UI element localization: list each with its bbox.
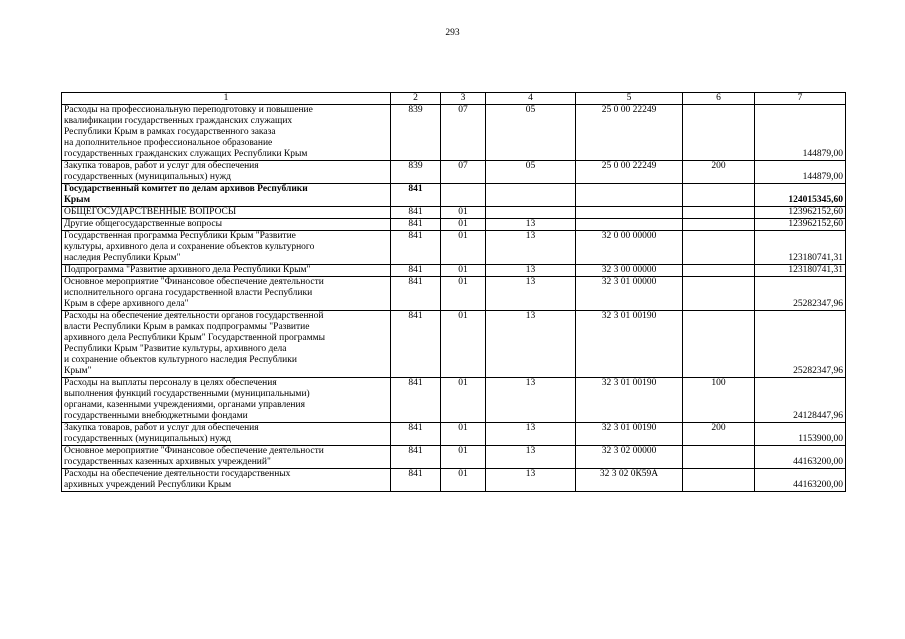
row-name-line: Основное мероприятие "Финансовое обеспечение деятельности bbox=[64, 277, 324, 287]
column-header: 4 bbox=[486, 93, 576, 105]
cell-ministry-code: 841 bbox=[391, 277, 441, 311]
row-name-line: и сохранение объектов культурного наследия Республики bbox=[64, 355, 297, 365]
cell-amount: 1153900,00 bbox=[755, 423, 846, 446]
table-row bbox=[62, 378, 846, 423]
row-name-line: Подпрограмма "Развитие архивного дела Республики Крым" bbox=[64, 265, 311, 275]
cell-expense-type bbox=[683, 446, 755, 469]
row-name-line: Закупка товаров, работ и услуг для обеспечения bbox=[64, 423, 259, 433]
cell-amount: 123962152,60 bbox=[755, 207, 846, 219]
table-row bbox=[62, 265, 846, 277]
cell-amount: 25282347,96 bbox=[755, 277, 846, 311]
row-name bbox=[62, 219, 391, 231]
cell-ministry-code: 841 bbox=[391, 219, 441, 231]
row-name-line: государственных (муниципальных) нужд bbox=[64, 434, 231, 444]
cell-amount: 123962152,60 bbox=[755, 219, 846, 231]
row-name bbox=[62, 161, 391, 184]
cell-amount: 44163200,00 bbox=[755, 446, 846, 469]
table-row bbox=[62, 231, 846, 265]
table-row bbox=[62, 161, 846, 184]
cell-target-article bbox=[576, 207, 683, 219]
column-header: 6 bbox=[683, 93, 755, 105]
cell-section: 01 bbox=[441, 219, 486, 231]
cell-section: 01 bbox=[441, 265, 486, 277]
row-name-line: Расходы на обеспечение деятельности государственных bbox=[64, 469, 291, 479]
cell-ministry-code: 841 bbox=[391, 469, 441, 492]
table-row bbox=[62, 184, 846, 207]
page-number: 293 bbox=[445, 28, 460, 38]
table-row bbox=[62, 446, 846, 469]
row-name-line: государственных казенных архивных учреждений" bbox=[64, 457, 271, 467]
row-name-line: архивных учреждений Республики Крым bbox=[64, 480, 232, 490]
cell-expense-type bbox=[683, 231, 755, 265]
cell-amount: 123180741,31 bbox=[755, 231, 846, 265]
row-name bbox=[62, 265, 391, 277]
table-row bbox=[62, 423, 846, 446]
cell-ministry-code: 841 bbox=[391, 311, 441, 378]
row-name bbox=[62, 231, 391, 265]
row-name-line: ОБЩЕГОСУДАРСТВЕННЫЕ ВОПРОСЫ bbox=[64, 207, 237, 217]
row-name-line: Государственная программа Республики Крым "Развитие bbox=[64, 231, 296, 241]
row-name-line: органами, казенными учреждениями, органами управления bbox=[64, 400, 305, 410]
row-name-line: квалификации государственных гражданских служащих bbox=[64, 116, 293, 126]
table-row bbox=[62, 311, 846, 378]
cell-ministry-code: 841 bbox=[391, 446, 441, 469]
cell-target-article: 32 3 01 00000 bbox=[576, 277, 683, 311]
cell-target-article bbox=[576, 219, 683, 231]
cell-expense-type bbox=[683, 469, 755, 492]
budget-table bbox=[61, 92, 846, 492]
row-name-line: Основное мероприятие "Финансовое обеспечение деятельности bbox=[64, 446, 324, 456]
cell-section: 01 bbox=[441, 469, 486, 492]
cell-target-article: 32 3 02 0К59А bbox=[576, 469, 683, 492]
row-name-line: государственных гражданских служащих Республики Крым bbox=[64, 149, 308, 159]
cell-section: 01 bbox=[441, 231, 486, 265]
row-name-line: исполнительного органа государственной власти Республики bbox=[64, 288, 313, 298]
cell-target-article: 32 3 01 00190 bbox=[576, 378, 683, 423]
table-row bbox=[62, 105, 846, 161]
cell-section: 01 bbox=[441, 446, 486, 469]
row-name-line: выполнения функций государственными (муниципальными) bbox=[64, 389, 310, 399]
row-name-line: культуры, архивного дела и сохранение объектов культурного bbox=[64, 242, 315, 252]
cell-expense-type bbox=[683, 105, 755, 161]
cell-section: 07 bbox=[441, 161, 486, 184]
cell-subsection: 13 bbox=[486, 469, 576, 492]
cell-amount: 44163200,00 bbox=[755, 469, 846, 492]
row-name-line: Республики Крым "Развитие культуры, архивного дела bbox=[64, 344, 287, 354]
row-name-line: Расходы на обеспечение деятельности органов государственной bbox=[64, 311, 324, 321]
cell-target-article: 32 3 02 00000 bbox=[576, 446, 683, 469]
table-row bbox=[62, 219, 846, 231]
cell-subsection: 13 bbox=[486, 219, 576, 231]
cell-expense-type: 200 bbox=[683, 161, 755, 184]
row-name-line: Крым" bbox=[64, 366, 92, 376]
cell-section: 01 bbox=[441, 378, 486, 423]
cell-expense-type bbox=[683, 277, 755, 311]
column-header: 5 bbox=[576, 93, 683, 105]
cell-expense-type: 200 bbox=[683, 423, 755, 446]
column-header: 2 bbox=[391, 93, 441, 105]
cell-amount: 144879,00 bbox=[755, 105, 846, 161]
row-name-line: наследия Республики Крым" bbox=[64, 253, 181, 263]
cell-expense-type bbox=[683, 311, 755, 378]
cell-target-article: 32 0 00 00000 bbox=[576, 231, 683, 265]
table-row bbox=[62, 469, 846, 492]
row-name-line: Другие общегосударственные вопросы bbox=[64, 219, 222, 229]
cell-expense-type bbox=[683, 207, 755, 219]
cell-expense-type bbox=[683, 184, 755, 207]
row-name-line: Закупка товаров, работ и услуг для обеспечения bbox=[64, 161, 259, 171]
cell-subsection: 13 bbox=[486, 265, 576, 277]
cell-ministry-code: 841 bbox=[391, 231, 441, 265]
cell-subsection: 13 bbox=[486, 446, 576, 469]
cell-subsection: 13 bbox=[486, 277, 576, 311]
cell-expense-type bbox=[683, 265, 755, 277]
cell-ministry-code: 841 bbox=[391, 184, 441, 207]
cell-subsection: 13 bbox=[486, 423, 576, 446]
row-name bbox=[62, 207, 391, 219]
cell-subsection: 13 bbox=[486, 378, 576, 423]
table-row bbox=[62, 277, 846, 311]
cell-section bbox=[441, 184, 486, 207]
table-row bbox=[62, 207, 846, 219]
cell-subsection: 13 bbox=[486, 231, 576, 265]
table-header-row bbox=[62, 93, 846, 105]
row-name bbox=[62, 277, 391, 311]
row-name-line: Республики Крым в рамках государственного заказа bbox=[64, 127, 276, 137]
row-name bbox=[62, 378, 391, 423]
cell-subsection bbox=[486, 184, 576, 207]
cell-target-article: 32 3 01 00190 bbox=[576, 311, 683, 378]
cell-subsection bbox=[486, 207, 576, 219]
row-name-line: архивного дела Республики Крым" Государственной программы bbox=[64, 333, 325, 343]
row-name-line: Расходы на выплаты персоналу в целях обеспечения bbox=[64, 378, 277, 388]
row-name bbox=[62, 469, 391, 492]
cell-section: 01 bbox=[441, 207, 486, 219]
cell-amount: 123180741,31 bbox=[755, 265, 846, 277]
row-name bbox=[62, 105, 391, 161]
cell-ministry-code: 839 bbox=[391, 105, 441, 161]
cell-subsection: 05 bbox=[486, 161, 576, 184]
cell-subsection: 05 bbox=[486, 105, 576, 161]
column-header: 3 bbox=[441, 93, 486, 105]
cell-section: 01 bbox=[441, 423, 486, 446]
column-header: 7 bbox=[755, 93, 846, 105]
row-name-line: на дополнительное профессиональное образование bbox=[64, 138, 273, 148]
row-name bbox=[62, 184, 391, 207]
row-name-line: государственных (муниципальных) нужд bbox=[64, 172, 231, 182]
row-name bbox=[62, 423, 391, 446]
cell-ministry-code: 841 bbox=[391, 207, 441, 219]
cell-target-article: 32 3 01 00190 bbox=[576, 423, 683, 446]
cell-section: 01 bbox=[441, 311, 486, 378]
budget-table-body bbox=[62, 105, 846, 492]
cell-target-article: 25 0 00 22249 bbox=[576, 105, 683, 161]
cell-ministry-code: 839 bbox=[391, 161, 441, 184]
row-name-line: Расходы на профессиональную переподготовку и повышение bbox=[64, 105, 313, 115]
cell-amount: 124015345,60 bbox=[755, 184, 846, 207]
row-name bbox=[62, 311, 391, 378]
row-name bbox=[62, 446, 391, 469]
cell-amount: 144879,00 bbox=[755, 161, 846, 184]
cell-subsection: 13 bbox=[486, 311, 576, 378]
cell-ministry-code: 841 bbox=[391, 265, 441, 277]
cell-amount: 25282347,96 bbox=[755, 311, 846, 378]
column-header: 1 bbox=[62, 93, 391, 105]
cell-ministry-code: 841 bbox=[391, 378, 441, 423]
row-name-line: государственными внебюджетными фондами bbox=[64, 411, 248, 421]
row-name-line: Крым bbox=[64, 195, 91, 205]
row-name-line: Государственный комитет по делам архивов Республики bbox=[64, 184, 308, 194]
cell-amount: 24128447,96 bbox=[755, 378, 846, 423]
row-name-line: Крым в сфере архивного дела" bbox=[64, 299, 189, 309]
cell-target-article bbox=[576, 184, 683, 207]
cell-expense-type bbox=[683, 219, 755, 231]
cell-section: 01 bbox=[441, 277, 486, 311]
cell-target-article: 32 3 00 00000 bbox=[576, 265, 683, 277]
row-name-line: власти Республики Крым в рамках подпрограммы "Развитие bbox=[64, 322, 310, 332]
cell-section: 07 bbox=[441, 105, 486, 161]
cell-ministry-code: 841 bbox=[391, 423, 441, 446]
cell-target-article: 25 0 00 22249 bbox=[576, 161, 683, 184]
cell-expense-type: 100 bbox=[683, 378, 755, 423]
